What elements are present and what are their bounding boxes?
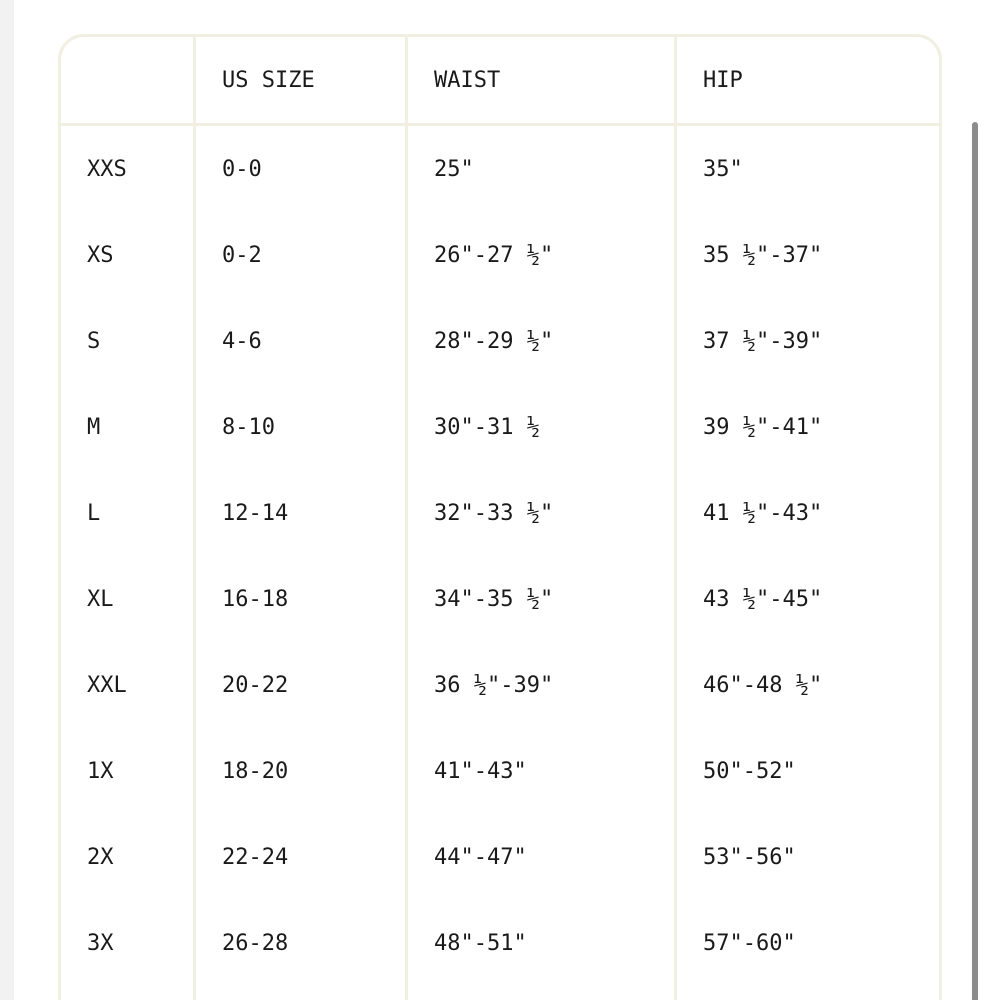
table-row <box>61 470 939 556</box>
size-chart-table <box>58 34 942 1000</box>
left-edge-background <box>0 0 14 1000</box>
table-row <box>61 384 939 470</box>
hip-cell: 57"-60" <box>703 930 796 956</box>
size-label-cell: 3X <box>87 930 114 956</box>
table-row <box>61 298 939 384</box>
hip-cell: 46"-48 ½" <box>703 672 823 698</box>
hip-cell: 37 ½"-39" <box>703 328 823 354</box>
table-row <box>61 814 939 900</box>
waist-cell: 48"-51" <box>434 930 527 956</box>
hip-cell: 35" <box>703 156 743 182</box>
size-label-cell: L <box>87 500 101 526</box>
waist-cell: 41"-43" <box>434 758 527 784</box>
size-label-cell: XS <box>87 242 114 268</box>
waist-cell: 26"-27 ½" <box>434 242 554 268</box>
table-row <box>61 728 939 814</box>
header-waist: WAIST <box>434 67 501 93</box>
header-us-size: US SIZE <box>222 67 315 93</box>
table-row <box>61 212 939 298</box>
us-size-cell: 4-6 <box>222 328 262 354</box>
waist-cell: 28"-29 ½" <box>434 328 554 354</box>
table-row <box>61 642 939 728</box>
table-row <box>61 126 939 212</box>
hip-cell: 53"-56" <box>703 844 796 870</box>
hip-cell: 35 ½"-37" <box>703 242 823 268</box>
size-label-cell: XL <box>87 586 114 612</box>
waist-cell: 34"-35 ½" <box>434 586 554 612</box>
waist-cell: 36 ½"-39" <box>434 672 554 698</box>
us-size-cell: 8-10 <box>222 414 275 440</box>
size-label-cell: 2X <box>87 844 114 870</box>
waist-cell: 30"-31 ½ <box>434 414 540 440</box>
vertical-scrollbar[interactable] <box>972 122 978 1000</box>
us-size-cell: 26-28 <box>222 930 289 956</box>
us-size-cell: 20-22 <box>222 672 289 698</box>
table-row <box>61 900 939 986</box>
us-size-cell: 0-2 <box>222 242 262 268</box>
us-size-cell: 22-24 <box>222 844 289 870</box>
header-hip: HIP <box>703 67 743 93</box>
waist-cell: 32"-33 ½" <box>434 500 554 526</box>
us-size-cell: 16-18 <box>222 586 289 612</box>
size-label-cell: XXL <box>87 672 127 698</box>
us-size-cell: 12-14 <box>222 500 289 526</box>
waist-cell: 44"-47" <box>434 844 527 870</box>
size-label-cell: XXS <box>87 156 127 182</box>
size-label-cell: 1X <box>87 758 114 784</box>
table-header-row <box>61 37 939 126</box>
table-row <box>61 556 939 642</box>
size-label-cell: M <box>87 414 101 440</box>
hip-cell: 41 ½"-43" <box>703 500 823 526</box>
us-size-cell: 18-20 <box>222 758 289 784</box>
size-label-cell: S <box>87 328 101 354</box>
us-size-cell: 0-0 <box>222 156 262 182</box>
hip-cell: 43 ½"-45" <box>703 586 823 612</box>
waist-cell: 25" <box>434 156 474 182</box>
hip-cell: 50"-52" <box>703 758 796 784</box>
hip-cell: 39 ½"-41" <box>703 414 823 440</box>
